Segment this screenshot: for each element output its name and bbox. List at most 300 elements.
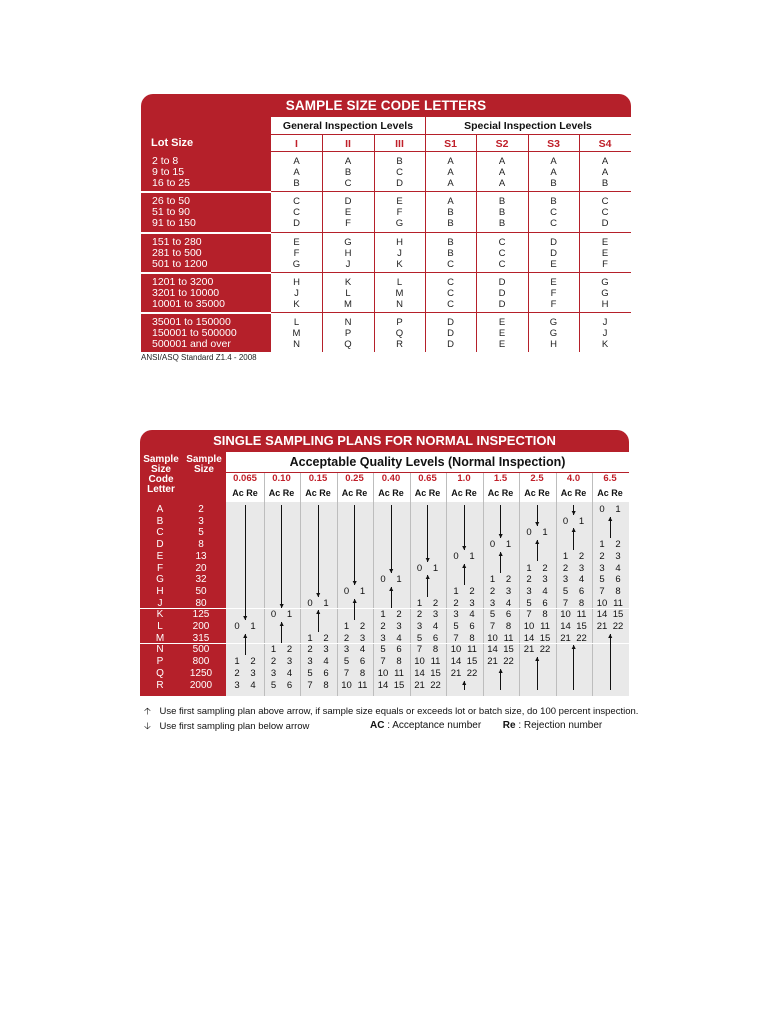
arrow-down-icon: ▼ [351,579,359,587]
re-value: 1 [505,539,512,551]
ac-value: 0 [270,609,277,621]
ac-value: 21 [487,656,498,668]
re-value: 4 [432,621,439,632]
re-value: 2 [250,656,256,668]
sample-size: 3 [198,515,204,527]
ac-value: 2 [599,550,605,562]
table1-col-divider [528,134,529,352]
lot-size-label: Lot Size [151,137,194,149]
re-value: 6 [615,574,621,586]
re-value: 22 [539,644,551,656]
re-value: 1 [396,574,402,586]
ac-value: 5 [526,597,532,609]
re-value: 2 [542,562,548,574]
arrow-up-icon: ▲ [497,667,505,675]
ac-value: 7 [453,632,459,644]
ac-value: 5 [562,585,569,597]
arrow-down-icon: ▼ [570,509,578,517]
level-s1: S1 [444,138,457,150]
sample-size-code-letters-table [141,94,631,352]
ac-value: 10 [560,609,571,621]
ac-value: 2 [307,644,313,656]
legend-re-text: : Rejection number [515,720,603,731]
code-letter-cell: L M N [395,277,404,310]
ac-value: 2 [234,667,240,679]
ac-value: 2 [270,656,277,668]
sample-code-letter: Q [156,667,164,679]
sample-size: 20 [195,562,207,574]
arrow-up-icon: 🡡 [144,706,151,717]
re-value: 3 [359,632,366,644]
re-value: 8 [578,597,585,609]
ac-value: 7 [599,585,605,597]
ac-value: 5 [380,644,386,656]
table2-col-divider [337,472,338,696]
ac-re-label: Ac Re [378,488,404,498]
sample-code-letter: R [156,679,164,691]
table2-col-divider [483,472,484,696]
ac-value: 14 [596,609,608,621]
arrow-shaft [354,505,355,585]
lot-size-group: 1201 to 3200 3201 to 10000 10001 to 35000 [152,276,225,310]
table1-col-divider [322,134,323,352]
aql-6.5: 6.5 [603,473,617,484]
sample-code-letter: K [156,609,164,621]
re-value: 11 [467,644,477,656]
re-value: 8 [542,609,548,621]
table2-col-divider [373,472,374,696]
table1-header-rule [271,134,631,135]
ac-value: 2 [489,585,496,597]
re-value: 2 [578,550,585,562]
re-value: 4 [396,632,402,644]
re-value: 8 [359,667,366,679]
table1-row-rule [271,232,631,233]
ac-re-label: Ac Re [268,488,295,498]
sample-size: 2 [198,504,204,515]
ac-value: 5 [416,632,423,644]
sample-size: 200 [192,621,210,632]
re-value: 8 [505,621,512,632]
code-letter-cell: H J K [396,237,403,270]
sample-code-letter: E [156,550,164,562]
table1-col-divider [476,134,477,352]
re-value: 6 [323,667,329,679]
aql-0.10: 0.10 [272,473,291,484]
re-value: 3 [505,585,512,597]
general-levels-header: General Inspection Levels [282,120,414,132]
arrow-down-icon: ▼ [241,615,249,622]
sample-size: 13 [195,550,207,562]
level-i: I [295,138,298,150]
re-value: 3 [615,550,621,562]
re-value: 6 [578,585,585,597]
ac-value: 7 [307,679,313,691]
re-value: 22 [430,679,441,691]
level-s3: S3 [547,138,560,150]
arrow-down-icon: ▼ [278,603,286,611]
re-value: 2 [359,621,366,632]
re-value: 11 [357,679,368,691]
arrow-shaft [610,634,611,691]
re-value: 4 [542,585,548,597]
re-value: 3 [542,574,548,586]
arrow-up-icon: ▲ [460,562,468,570]
sample-size-header: Sample Size [186,454,222,475]
table1-group-divider [425,117,426,352]
sample-size: 5 [198,527,204,539]
arrow-shaft [281,505,282,608]
arrow-down-icon: ▼ [314,591,322,599]
aql-0.40: 0.40 [381,473,401,484]
re-value: 3 [250,667,256,679]
table1-title: SAMPLE SIZE CODE LETTERS [141,94,631,117]
re-value: 22 [503,656,514,668]
ac-value: 1 [453,585,459,597]
ac-value: 1 [489,574,496,586]
arrow-up-icon: ▲ [570,527,578,535]
re-value: 6 [396,644,402,656]
code-letter-cell: A B B [447,196,454,229]
sample-code-letter: A [156,504,164,515]
ac-value: 1 [343,621,350,632]
ac-value: 3 [270,667,277,679]
ac-value: 0 [343,585,350,597]
re-value: 8 [396,656,402,668]
re-value: 15 [430,667,441,679]
lot-size-group: 26 to 50 51 to 90 91 to 150 [152,195,196,229]
ac-value: 3 [343,644,350,656]
sample-size: 8 [198,539,204,551]
ac-value: 3 [526,585,532,597]
re-value: 3 [432,609,439,621]
ac-value: 5 [307,667,313,679]
re-value: 3 [578,562,585,574]
table1-col-divider [579,134,580,352]
code-letter-cell: C C D [293,196,300,229]
ac-value: 2 [343,632,350,644]
ac-value: 7 [489,621,496,632]
re-value: 1 [359,585,366,597]
code-letter-cell: E E F [601,237,609,270]
code-letter-cell: E F F [550,277,557,310]
legend-ac-re [370,720,602,731]
ac-re-label: Ac Re [487,488,514,498]
arrow-up-icon: ▲ [278,621,286,628]
sample-code-letter: M [155,632,165,644]
legend-ac-text: : Acceptance number [384,720,482,731]
re-value: 11 [430,656,441,668]
re-value: 6 [505,609,512,621]
legend-down [144,719,309,735]
re-value: 2 [469,585,475,597]
re-value: 4 [578,574,585,586]
ac-value: 3 [234,679,240,691]
re-value: 11 [613,597,623,609]
code-letter-cell: N P Q [344,317,352,350]
code-letter-cell: D D E [550,237,557,270]
re-value: 3 [323,644,329,656]
re-value: 15 [466,656,478,668]
lot-size-group: 151 to 280 281 to 500 501 to 1200 [152,236,208,270]
re-value: 22 [612,621,624,632]
sample-size: 125 [192,609,210,621]
table2-col-divider [446,472,447,696]
ac-re-label: Ac Re [414,488,441,498]
re-value: 2 [396,609,402,621]
sample-code-letter: L [157,621,163,632]
code-letter-cell: P Q R [395,317,404,350]
code-letter-cell: B C C [550,196,557,229]
re-value: 8 [469,632,475,644]
re-value: 1 [250,621,256,632]
re-value: 2 [505,574,512,586]
ac-value: 10 [341,679,352,691]
ac-value: 0 [562,515,569,527]
legend-ac-key: AC [370,720,385,731]
legend-re-key: Re [502,720,516,731]
re-value: 6 [542,597,548,609]
ac-value: 1 [562,550,569,562]
arrow-shaft [427,505,428,562]
table1-side-rule [141,191,271,193]
ac-value: 0 [453,550,459,562]
re-value: 1 [578,515,585,527]
aql-0.065: 0.065 [233,473,257,484]
table2-title: SINGLE SAMPLING PLANS FOR NORMAL INSPECTION [140,430,629,452]
sample-code-letter: J [157,597,163,609]
ac-value: 0 [489,539,496,551]
ac-value: 3 [599,562,605,574]
ac-value: 21 [560,632,571,644]
aql-1.5: 1.5 [493,473,508,484]
sample-code-letter: N [156,644,164,656]
aql-0.25: 0.25 [345,473,364,484]
ac-value: 21 [414,679,425,691]
ac-value: 2 [416,609,423,621]
code-letter-cell: K L M [344,277,352,310]
re-value: 6 [469,621,475,632]
ac-value: 2 [453,597,459,609]
special-levels-header: Special Inspection Levels [464,120,592,132]
ac-value: 10 [487,632,498,644]
arrow-down-icon: ▼ [533,521,541,529]
ac-value: 5 [599,574,605,586]
code-letter-cell: A A B [601,156,609,189]
ac-value: 3 [416,621,423,632]
re-value: 2 [286,644,293,656]
level-s4: S4 [598,138,612,150]
ac-value: 7 [526,609,532,621]
re-value: 1 [615,504,621,515]
arrow-up-icon: ▲ [424,574,432,582]
sample-size: 32 [195,574,207,586]
re-value: 4 [286,667,293,679]
arrow-shaft [391,505,392,573]
ac-value: 0 [307,597,313,609]
table1-row-rule [271,191,631,192]
arrow-down-icon: ▼ [387,568,395,576]
sample-size: 315 [192,632,210,644]
code-letter-cell: A B C [344,156,352,189]
ac-value: 14 [560,621,571,632]
arrow-up-icon: ▲ [606,515,614,523]
re-value: 15 [393,679,405,691]
re-value: 22 [466,667,478,679]
ac-re-label: Ac Re [560,488,587,498]
ac-value: 5 [343,656,350,668]
ac-value: 2 [562,562,569,574]
re-value: 3 [469,597,475,609]
arrow-down-icon: ▼ [424,556,432,564]
re-value: 8 [432,644,439,656]
ac-value: 10 [414,656,425,668]
arrow-shaft [245,505,246,620]
ac-re-label: Ac Re [524,488,550,498]
lot-size-group: 2 to 8 9 to 15 16 to 25 [152,155,190,189]
code-letter-cell: E F G [395,196,404,229]
re-value: 2 [432,597,439,609]
arrow-up-icon: ▲ [497,550,505,558]
table1-row-rule [271,272,631,273]
ac-value: 10 [596,597,608,609]
ac-value: 0 [416,562,423,574]
re-value: 2 [323,632,329,644]
code-letter-cell: C C D [601,196,609,229]
arrow-down-icon: ▼ [460,544,468,552]
table2-aql-rule [226,472,629,473]
re-value: 6 [432,632,439,644]
ac-re-label: Ac Re [451,488,477,498]
ac-value: 21 [596,621,608,632]
sample-size: 500 [192,644,210,656]
ac-value: 7 [562,597,569,609]
ac-value: 1 [599,539,605,551]
arrow-down-icon: 🡣 [144,721,151,732]
ac-value: 0 [526,527,532,539]
ac-re-label: Ac Re [597,488,623,498]
table2-col-divider [592,472,593,696]
code-letter-cell: B B B [498,196,506,229]
code-letter-cell: B C D [396,156,403,189]
ac-value: 7 [416,644,423,656]
code-letter-cell: G H J [344,237,352,270]
ac-re-label: Ac Re [341,488,368,498]
sample-code-letter: C [156,527,164,539]
legend-up [144,704,638,720]
code-letter-cell: C C C [498,237,506,270]
sample-code-letter: P [156,656,164,668]
table1-side-rule [141,272,271,274]
table1-row-rule [271,312,631,313]
table2-col-divider [410,472,411,696]
aql-title: Acceptable Quality Levels (Normal Inspection) [289,455,566,469]
aql-1.0: 1.0 [457,473,471,484]
ac-value: 3 [489,597,496,609]
ac-value: 14 [377,679,389,691]
table2-col-divider [519,472,520,696]
ac-value: 14 [414,667,425,679]
ac-value: 5 [270,679,277,691]
re-value: 1 [432,562,439,574]
ac-value: 2 [526,574,532,586]
ac-value: 3 [562,574,569,586]
re-value: 4 [250,679,256,691]
code-letter-cell: D D D [447,317,454,350]
ac-value: 1 [307,632,313,644]
arrow-up-icon: ▲ [241,632,249,640]
code-letter-cell: C C C [447,277,454,310]
re-value: 15 [576,621,587,632]
re-value: 1 [286,609,293,621]
re-value: 4 [505,597,512,609]
code-letter-cell: L M N [292,317,301,350]
ac-value: 1 [234,656,240,668]
sample-code-letter: B [156,515,164,527]
lot-size-group: 35001 to 150000 150001 to 500000 500001 and over [152,316,237,350]
arrow-up-icon: ▲ [533,656,541,664]
re-value: 8 [323,679,329,691]
code-letter-cell: G G H [601,277,609,310]
arrow-up-icon: ▲ [606,632,614,640]
ac-value: 14 [487,644,498,656]
ac-value: 0 [234,621,240,632]
aql-0.15: 0.15 [308,473,328,484]
ac-value: 7 [343,667,350,679]
level-s2: S2 [495,138,509,150]
code-letter-cell: E E E [498,317,506,350]
single-sampling-plans-table [140,430,629,696]
code-letter-cell: E F G [292,237,301,270]
arrow-down-icon: ▼ [497,533,505,541]
code-letter-cell: D E F [344,196,352,229]
re-value: 3 [286,656,293,668]
arrow-up-icon: ▲ [570,644,578,652]
code-letter-cell: A A B [550,156,557,189]
sample-code-letter: G [156,574,164,586]
sample-code-letter: D [156,539,164,551]
sample-size: 1250 [189,667,213,679]
ac-value: 10 [377,667,389,679]
ac-value: 14 [450,656,462,668]
sample-code-letter: F [156,562,164,574]
ac-value: 3 [453,609,459,621]
ac-value: 21 [450,667,462,679]
re-value: 8 [615,585,621,597]
code-letter-cell: H J K [293,277,300,310]
code-letter-header: Sample Size Code Letter [143,454,179,495]
re-value: 15 [539,632,551,644]
ac-value: 5 [453,621,459,632]
re-value: 1 [542,527,548,539]
ac-value: 0 [380,574,386,586]
arrow-up-icon: ▲ [314,609,322,617]
code-letter-cell: A A A [447,156,454,189]
ac-value: 1 [416,597,423,609]
re-value: 4 [323,656,329,668]
table2-col-divider [556,472,557,696]
code-letter-cell: A A B [293,156,300,189]
arrow-up-icon: ▲ [460,679,468,687]
ac-value: 3 [380,632,386,644]
ac-value: 1 [380,609,386,621]
aql-2.5: 2.5 [530,473,544,484]
code-letter-cell: B B C [447,237,454,270]
re-value: 11 [394,667,404,679]
sample-size: 2000 [189,679,213,691]
arrow-shaft [318,505,319,597]
table1-col-divider [374,134,375,352]
